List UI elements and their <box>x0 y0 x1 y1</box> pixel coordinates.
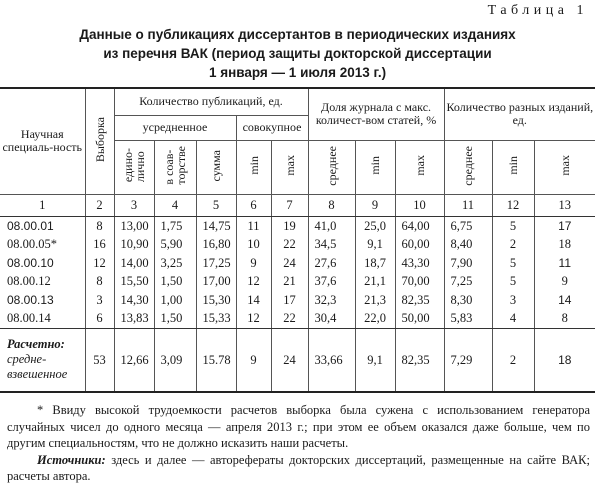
header-share-max: max <box>395 140 444 194</box>
table-row <box>0 254 595 273</box>
column-number: 4 <box>154 194 196 216</box>
summary-cell: 9,1 <box>355 328 395 392</box>
table-cell: 17,00 <box>196 272 236 291</box>
table-cell: 14,30 <box>114 291 154 310</box>
table-cell: 70,00 <box>395 272 444 291</box>
header-share-min: min <box>355 140 395 194</box>
table-cell: 27,6 <box>308 254 355 273</box>
sources-text: здесь и далее — авторефераты докторских диссертаций, размещенные на сайте ВАК; расчеты автора. <box>7 452 590 483</box>
table-cell: 7,25 <box>444 272 492 291</box>
table-cell: 16 <box>85 235 114 254</box>
table-cell: 6,75 <box>444 216 492 235</box>
table-cell: 3 <box>85 291 114 310</box>
header-aggregate: совокупное <box>236 115 308 140</box>
table-cell: 1,50 <box>154 309 196 328</box>
table-cell: 10,90 <box>114 235 154 254</box>
summary-cell: 2 <box>492 328 534 392</box>
table-cell: 37,6 <box>308 272 355 291</box>
column-number: 2 <box>85 194 114 216</box>
table-cell: 24 <box>271 254 308 273</box>
table-cell: 22 <box>271 309 308 328</box>
sources-label: Источники: <box>37 452 106 467</box>
summary-cell: 3,09 <box>154 328 196 392</box>
table-cell: 11 <box>236 216 271 235</box>
data-table <box>0 87 595 393</box>
table-cell: 15,33 <box>196 309 236 328</box>
table-cell: 3 <box>492 291 534 310</box>
table-cell: 3,25 <box>154 254 196 273</box>
table-cell: 17,25 <box>196 254 236 273</box>
title-line-3: 1 января — 1 июля 2013 г.) <box>208 65 387 80</box>
table-cell: 22 <box>271 235 308 254</box>
column-number: 12 <box>492 194 534 216</box>
table-notes <box>7 402 590 485</box>
table-cell: 13,83 <box>114 309 154 328</box>
column-number: 1 <box>0 194 85 216</box>
table-cell: 8 <box>85 272 114 291</box>
column-number: 9 <box>355 194 395 216</box>
sources-note <box>7 452 590 485</box>
summary-cell: 24 <box>271 328 308 392</box>
table-cell: 30,4 <box>308 309 355 328</box>
table-cell: 15,50 <box>114 272 154 291</box>
summary-row <box>0 328 595 392</box>
summary-cell: 33,66 <box>308 328 355 392</box>
table-cell: 13,00 <box>114 216 154 235</box>
summary-cell: 7,29 <box>444 328 492 392</box>
column-number: 3 <box>114 194 154 216</box>
specialty-code: 08.00.05* <box>0 235 85 254</box>
specialty-code: 08.00.12 <box>0 272 85 291</box>
specialty-code: 08.00.10 <box>0 254 85 273</box>
table-row <box>0 216 595 235</box>
table-row <box>0 291 595 310</box>
title-line-2: из перечня ВАК (период защиты докторской диссертации <box>103 46 492 61</box>
table-cell: 34,5 <box>308 235 355 254</box>
specialty-code: 08.00.14 <box>0 309 85 328</box>
column-number: 6 <box>236 194 271 216</box>
table-cell: 18,7 <box>355 254 395 273</box>
table-cell: 1,50 <box>154 272 196 291</box>
column-number: 5 <box>196 194 236 216</box>
table-cell: 11 <box>534 254 595 273</box>
summary-label: Расчетно: средне- взвешенное <box>0 328 85 392</box>
table-cell: 8,40 <box>444 235 492 254</box>
table-cell: 10 <box>236 235 271 254</box>
table-cell: 12 <box>85 254 114 273</box>
table-cell: 1,00 <box>154 291 196 310</box>
header-editions-avg: среднее <box>444 140 492 194</box>
table-cell: 21 <box>271 272 308 291</box>
table-title <box>0 25 595 82</box>
header-sample: Выборка <box>85 88 114 194</box>
table-cell: 12 <box>236 309 271 328</box>
table-cell: 8,30 <box>444 291 492 310</box>
summary-cell: 15.78 <box>196 328 236 392</box>
table-cell: 19 <box>271 216 308 235</box>
header-share-avg: среднее <box>308 140 355 194</box>
column-number: 10 <box>395 194 444 216</box>
table-number: Таблица 1 <box>487 3 588 18</box>
header-coauthor: в соав- торстве <box>154 140 196 194</box>
summary-cell: 82,35 <box>395 328 444 392</box>
table-cell: 41,0 <box>308 216 355 235</box>
column-number: 11 <box>444 194 492 216</box>
table-cell: 5 <box>492 216 534 235</box>
table-cell: 7,90 <box>444 254 492 273</box>
table-cell: 5,83 <box>444 309 492 328</box>
table-cell: 9 <box>236 254 271 273</box>
table-cell: 60,00 <box>395 235 444 254</box>
summary-cell: 12,66 <box>114 328 154 392</box>
header-aggregate-min: min <box>236 140 271 194</box>
header-sole: едино- лично <box>114 140 154 194</box>
column-number-row <box>0 194 595 216</box>
table-cell: 12 <box>236 272 271 291</box>
table-cell: 14,00 <box>114 254 154 273</box>
table-cell: 17 <box>271 291 308 310</box>
table-cell: 21,1 <box>355 272 395 291</box>
header-averaged: усредненное <box>114 115 236 140</box>
header-sum: сумма <box>196 140 236 194</box>
table-cell: 1,75 <box>154 216 196 235</box>
table-cell: 82,35 <box>395 291 444 310</box>
header-specialty: Научная специаль-ность <box>0 88 85 194</box>
table-body <box>0 216 595 392</box>
specialty-code: 08.00.01 <box>0 216 85 235</box>
specialty-code: 08.00.13 <box>0 291 85 310</box>
table-cell: 9 <box>534 272 595 291</box>
summary-cell: 18 <box>534 328 595 392</box>
table-cell: 21,3 <box>355 291 395 310</box>
table-cell: 14 <box>534 291 595 310</box>
table-cell: 22,0 <box>355 309 395 328</box>
table-cell: 50,00 <box>395 309 444 328</box>
header-aggregate-max: max <box>271 140 308 194</box>
header-pub-count: Количество публикаций, ед. <box>114 88 308 115</box>
header-editions-max: max <box>534 140 595 194</box>
table-cell: 14 <box>236 291 271 310</box>
summary-cell: 9 <box>236 328 271 392</box>
header-editions: Количество разных изданий, ед. <box>444 88 595 140</box>
table-row <box>0 272 595 291</box>
column-number: 8 <box>308 194 355 216</box>
table-cell: 2 <box>492 235 534 254</box>
table-cell: 17 <box>534 216 595 235</box>
table-cell: 15,30 <box>196 291 236 310</box>
title-line-1: Данные о публикациях диссертантов в периодических изданиях <box>79 27 516 42</box>
table-cell: 8 <box>85 216 114 235</box>
table-cell: 5 <box>492 254 534 273</box>
table-cell: 32,3 <box>308 291 355 310</box>
table-cell: 5,90 <box>154 235 196 254</box>
summary-cell: 53 <box>85 328 114 392</box>
table-row <box>0 309 595 328</box>
table-cell: 8 <box>534 309 595 328</box>
table-cell: 25,0 <box>355 216 395 235</box>
table-cell: 14,75 <box>196 216 236 235</box>
column-number: 13 <box>534 194 595 216</box>
table-cell: 43,30 <box>395 254 444 273</box>
header-editions-min: min <box>492 140 534 194</box>
table-cell: 16,80 <box>196 235 236 254</box>
column-number: 7 <box>271 194 308 216</box>
table-cell: 5 <box>492 272 534 291</box>
table-cell: 9,1 <box>355 235 395 254</box>
table-cell: 6 <box>85 309 114 328</box>
table-cell: 18 <box>534 235 595 254</box>
footnote: * Ввиду высокой трудоемкости расчетов выборка была сужена с использованием генератора случайных чисел до одного месяца — апреля 2013 г.; при этом ее объем оказался даже больше, чем по другим специальностям, что не должно исказить наши расчеты. <box>7 403 590 450</box>
table-cell: 4 <box>492 309 534 328</box>
table-row <box>0 235 595 254</box>
header-journal-share: Доля журнала с макс. количест-вом статей, % <box>308 88 444 140</box>
table-cell: 64,00 <box>395 216 444 235</box>
